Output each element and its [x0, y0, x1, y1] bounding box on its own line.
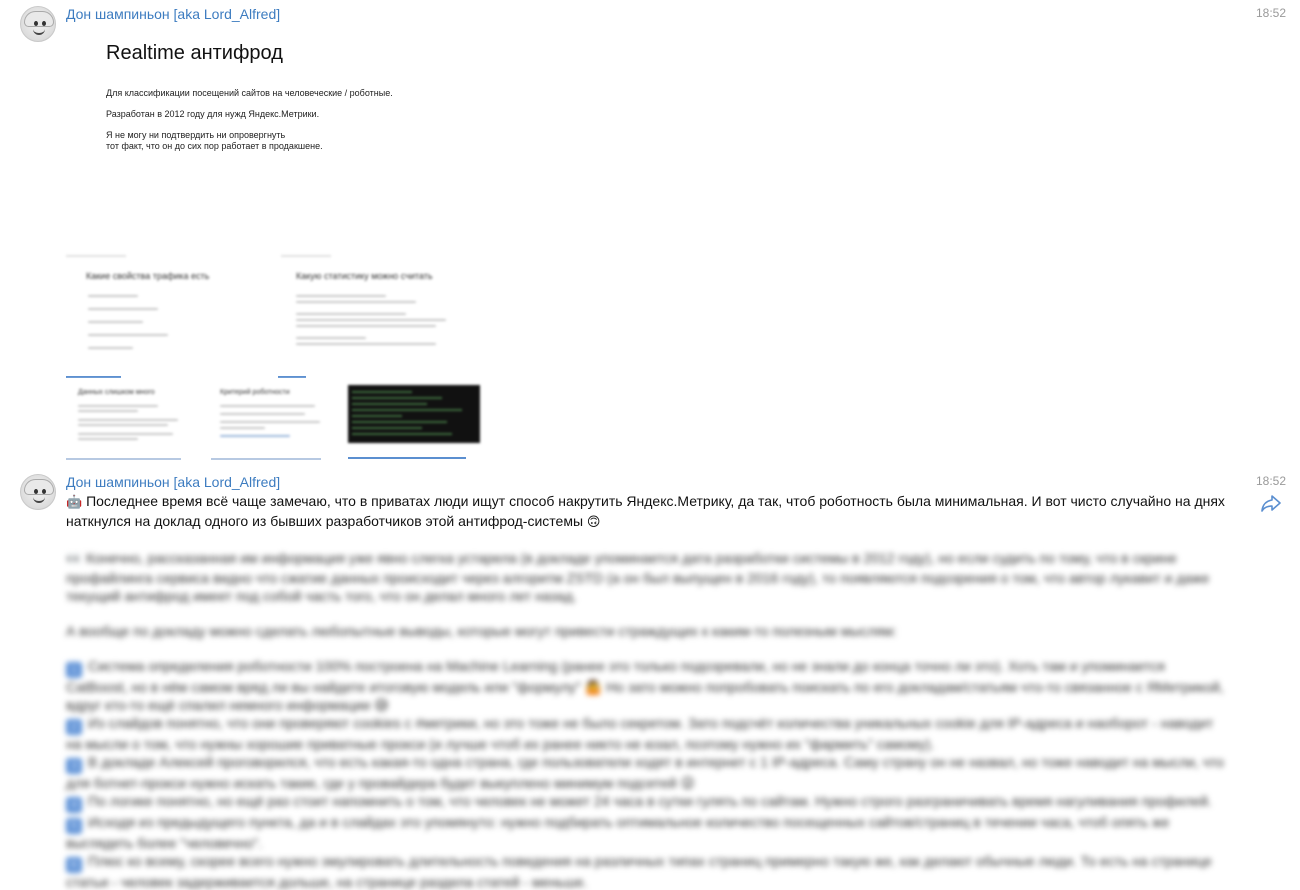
paragraph-intro	[66, 492, 1226, 532]
terminal-line	[352, 433, 452, 435]
slide-thumb-1[interactable]	[66, 255, 276, 365]
list-item-text: По логике понятно, но ещё раз стоит напомнить о том, что человек не может 24 часа в сутки гулять по сайтам. Нужно строго разграничивать время нагуливания профилей.	[88, 793, 1212, 809]
thumb-line	[88, 295, 138, 297]
thumb-line	[78, 438, 138, 440]
slide-line-1: Для классификации посещений сайтов на человеческие / роботные.	[106, 88, 393, 98]
terminal-line	[352, 391, 412, 393]
thumb-line	[220, 413, 305, 415]
thumb-line	[296, 313, 406, 315]
mushroom-cap-icon	[24, 479, 54, 495]
terminal-line	[352, 421, 447, 423]
slide-thumb-4[interactable]	[208, 379, 343, 459]
avatar-eye-right	[42, 21, 46, 26]
thumb-title: Какую статистику можно считать	[296, 271, 433, 281]
keycap-number-icon: 4	[66, 797, 82, 813]
numbered-list	[66, 657, 1226, 890]
list-item	[66, 852, 1226, 890]
avatar-eye-right	[42, 489, 46, 494]
thumb-title: Критерий роботности	[220, 389, 290, 396]
thumb-line	[296, 319, 446, 321]
profiling-screenshot[interactable]	[348, 385, 480, 443]
list-item-text: Из слайдов понятно, что они проверяют cookies с #метрики, но это тоже не было секретом. Зато подсчёт количества уникальных cookie для IP-адреса и наоборот - наводит на мысли о том, что нужны хорошие приватные прокси (и лучше чтоб их ранее никто не юзал, поэтому нужно их "фармить" самому).	[66, 715, 1214, 752]
list-item	[66, 753, 1226, 792]
thumb-line	[296, 325, 436, 327]
message-text	[66, 492, 1226, 890]
thumb-line	[88, 347, 133, 349]
slide-accent-bar	[348, 457, 466, 459]
slide-accent-bar	[281, 255, 331, 257]
avatar[interactable]	[20, 6, 56, 42]
eyes-emoji: 👀	[66, 552, 83, 567]
thumb-line	[220, 435, 290, 437]
list-item-text: Система определения роботности 100% построена на Machine Learning (ранее это только подозревали, но не знали до конца точно ли это). Хоть там и упоминается CatBoost, но в нём самом вряд ли вы найдете итоговую модель или "формулу" 🤷 Но зато можно попробовать поискать по его докладам/статьям что-то связанное с ЯМетрикой, вдруг кто-то ещё спалил немного информации 😅	[66, 658, 1224, 713]
keycap-number-icon: 5	[66, 818, 82, 834]
thumb-line	[220, 421, 320, 423]
keycap-number-icon: 6	[66, 857, 82, 873]
list-item-text: В докладе Алексей проговорился, что есть какая-то одна страна, где пользователи ходят в интернет с 1 IP-адреса. Саму страну он не назвал, но тоже наводит на мысли, что для ботнет-прокси нужно искать такие, где у провайдера будет выкуплено минимум подсетей 😜	[66, 754, 1224, 791]
thumb-line	[88, 321, 143, 323]
thumb-line	[296, 337, 366, 339]
avatar-eye-left	[34, 489, 38, 494]
slide-title: Realtime антифрод	[106, 42, 283, 64]
thumb-line	[88, 334, 168, 336]
slide-accent-bar	[211, 458, 321, 460]
thumb-line	[88, 308, 158, 310]
share-forward-icon[interactable]	[1260, 494, 1282, 512]
thumb-line	[78, 433, 173, 435]
avatar-mouth	[33, 29, 45, 35]
paragraph-3: А вообще по докладу можно сделать любопытные выводы, которые могут привести страждущих к каким-то полезным мыслям:	[66, 623, 897, 639]
thumb-line	[78, 419, 178, 421]
thumb-line	[78, 405, 158, 407]
slide-line-2: Разработан в 2012 году для нужд Яндекс.Метрики.	[106, 109, 320, 119]
slide-thumb-2[interactable]	[281, 255, 486, 365]
paragraph-2	[66, 549, 1226, 605]
list-item	[66, 813, 1226, 852]
message-time: 18:52	[1255, 474, 1286, 488]
message-author[interactable]: Дон шампиньон [aka Lord_Alfred]	[66, 474, 281, 490]
terminal-line	[352, 397, 442, 399]
terminal-line	[352, 427, 422, 429]
slide-accent-bar	[66, 255, 126, 257]
thumb-line	[78, 424, 168, 426]
list-item	[66, 714, 1226, 753]
thumb-line	[296, 301, 416, 303]
paragraph-2-text: Конечно, рассказанная им информация уже явно слегка устарела (в докладе упоминается дата разработки системы в 2012 году), но если судить по тому, что в скрине профайлинга сервиса видно что сжатие данных происходит через алгоритм ZSTD (а он был выпущен в 2016 году), то появляются подозрения о том, что автор лукавит и даже текущий антифрод имеет под собой часть того, что он делал много лет назад.	[66, 550, 1210, 604]
terminal-line	[352, 415, 402, 417]
list-item-text: Исходя из предыдущего пункта, да и в слайдах это упомянуто: нужно подбирать оптимальное количество посещенных сайтов/страниц в течении часа, чтоб опять же выглядеть более "человечно".	[66, 814, 1170, 851]
slide-image-main[interactable]	[66, 28, 486, 253]
slide-thumbnails	[66, 255, 486, 460]
thumb-line	[296, 343, 436, 345]
robot-emoji: 🤖	[66, 495, 83, 510]
terminal-line	[352, 409, 462, 411]
thumb-line	[220, 427, 265, 429]
avatar-mouth	[33, 497, 45, 503]
paragraph-intro-text: Последнее время всё чаще замечаю, что в приватах люди ищут способ накрутить Яндекс.Метрику, да так, чтоб роботность была минимальная. И вот чисто случайно на днях наткнулся на доклад одного из бывших разработчиков этой антифрод-системы	[66, 493, 1225, 529]
upside-down-face-emoji: 🙃	[586, 515, 601, 530]
keycap-number-icon: 2	[66, 719, 82, 735]
thumb-line	[296, 295, 386, 297]
terminal-line	[352, 403, 427, 405]
thumb-line	[220, 405, 315, 407]
keycap-number-icon: 1	[66, 662, 82, 678]
message-author[interactable]: Дон шампиньон [aka Lord_Alfred]	[66, 6, 281, 22]
slide-line-3: Я не могу ни подтвердить ни опровергнуть	[106, 130, 286, 140]
mushroom-cap-icon	[24, 11, 54, 27]
slide-thumb-3[interactable]	[66, 379, 206, 459]
thumb-line	[78, 410, 138, 412]
slide-accent-bar	[66, 458, 181, 460]
thumb-title: Данных слишком много	[78, 389, 155, 396]
avatar[interactable]	[20, 474, 56, 510]
thumb-title: Какие свойства трафика есть	[86, 271, 210, 281]
list-item-text: Плюс ко всему, скорее всего нужно эмулировать длительность поведения на различных типах страниц примерно такую же, как делают обычные люди. То есть на странице статьи - человек задерживается дольше, на странице раздела статей - меньше.	[66, 853, 1212, 890]
avatar-eye-left	[34, 21, 38, 26]
list-item	[66, 792, 1226, 813]
keycap-number-icon: 3	[66, 758, 82, 774]
slide-accent-bar	[66, 376, 121, 378]
list-item	[66, 657, 1226, 714]
slide-line-4: тот факт, что он до сих пор работает в продакшене.	[106, 141, 323, 151]
message-time: 18:52	[1255, 6, 1286, 20]
slide-accent-bar	[278, 376, 306, 378]
